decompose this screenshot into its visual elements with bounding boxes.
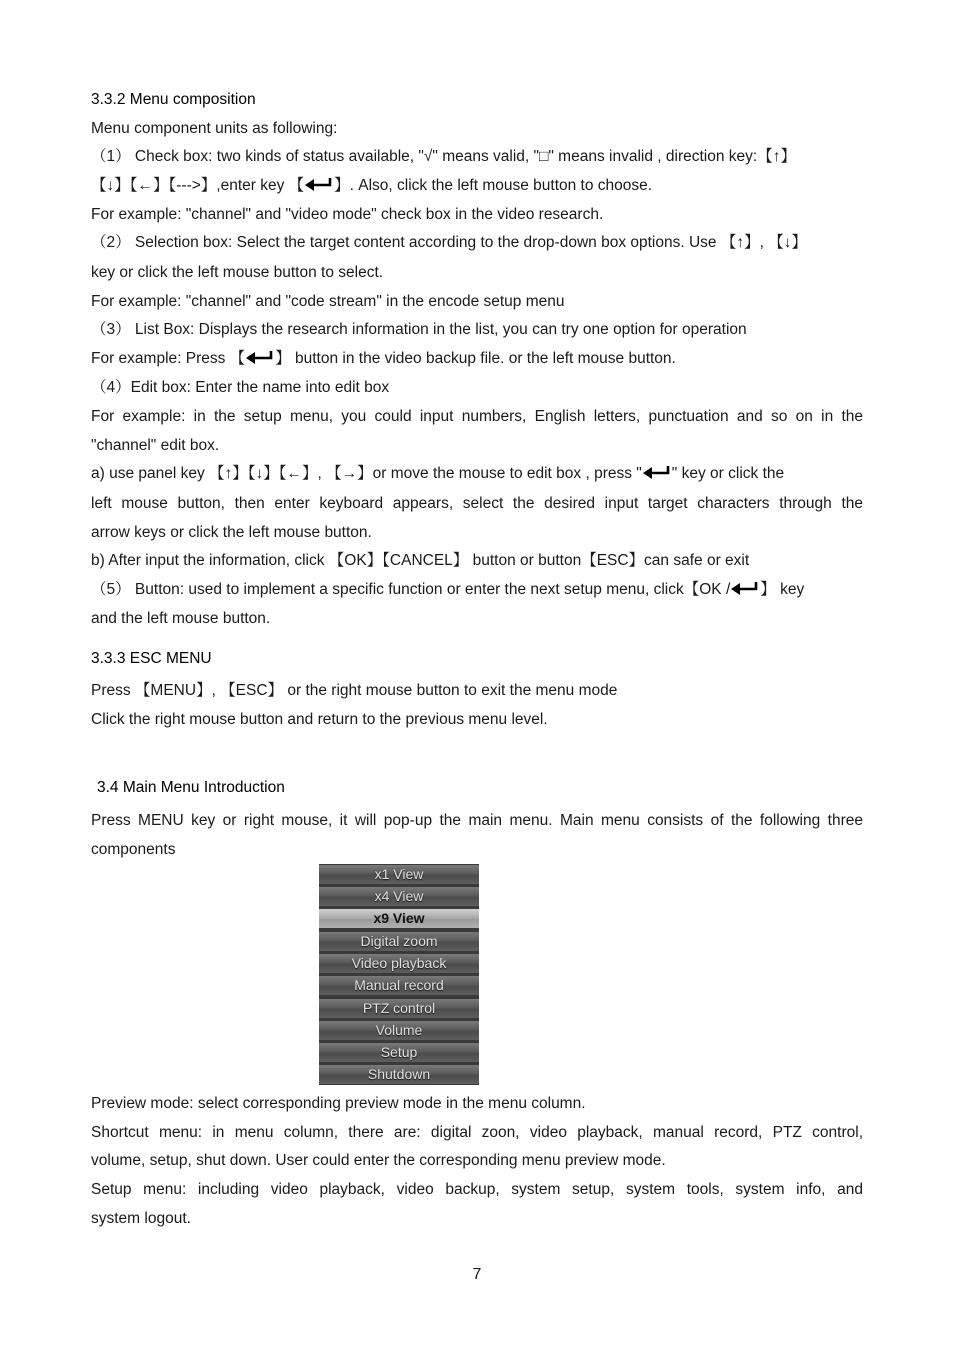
enter-key-icon [730,581,760,595]
menu-item-volume: Volume [319,1021,479,1040]
enter-key-icon [642,465,672,479]
paragraph [91,580,804,600]
paragraph: （2） Selection box: Select the target content according to the drop-down box options. Use 【↑】, 【↓】 [91,234,807,251]
paragraph: Press MENU key or right mouse, it will pop-up the main menu. Main menu consists of the following three [91,812,863,829]
paragraph: b) After input the information, click 【OK】【CANCEL】 button or button【ESC】can safe or exit [91,552,750,569]
paragraph [91,176,652,196]
paragraph: Click the right mouse button and return to the previous menu level. [91,711,548,728]
enter-key-icon [304,177,334,191]
paragraph: Shortcut menu: in menu column, there are: digital zoon, video playback, manual record, PTZ control, [91,1124,863,1141]
heading-main-menu-introduction: 3.4 Main Menu Introduction [97,779,285,796]
paragraph: （4）Edit box: Enter the name into edit box [91,379,390,396]
paragraph: system logout. [91,1210,191,1227]
enter-key-icon [245,350,275,364]
menu-item-x1-view: x1 View [319,865,479,884]
paragraph: left mouse button, then enter keyboard appears, select the desired input target characters through the [91,495,863,512]
page-number: 7 [472,1266,482,1283]
menu-item-x9-view: x9 View [319,909,479,928]
menu-item-digital-zoom: Digital zoom [319,932,479,951]
paragraph: Press 【MENU】, 【ESC】 or the right mouse button to exit the menu mode [91,682,618,699]
text: 】 key [760,581,805,598]
menu-item-shutdown: Shutdown [319,1065,479,1084]
text: " key or click the [671,465,785,482]
paragraph: （3） List Box: Displays the research information in the list, you can try one option for operation [91,321,747,338]
heading-menu-composition: 3.3.2 Menu composition [91,91,256,108]
text: （5） Button: used to implement a specific function or enter the next setup menu, click【OK / [91,581,731,598]
paragraph: components [91,841,176,858]
paragraph: For example: in the setup menu, you could input numbers, English letters, punctuation and so on in the [91,408,863,425]
paragraph [91,349,676,369]
menu-item-video-playback: Video playback [319,954,479,973]
paragraph: key or click the left mouse button to select. [91,264,384,281]
menu-item-setup: Setup [319,1043,479,1062]
paragraph: arrow keys or click the left mouse button. [91,524,372,541]
paragraph: （1） Check box: two kinds of status available, "√" means valid, "□" means invalid , direction key:【↑】 [91,148,796,165]
text: For example: Press 【 [91,350,246,367]
paragraph: Menu component units as following: [91,120,338,137]
paragraph: volume, setup, shut down. User could enter the corresponding menu preview mode. [91,1152,666,1169]
text: 【↓】【←】【--->】,enter key 【 [91,177,305,194]
paragraph [91,464,784,484]
menu-item-manual-record: Manual record [319,976,479,995]
paragraph: and the left mouse button. [91,610,271,627]
heading-esc-menu: 3.3.3 ESC MENU [91,650,212,667]
paragraph: "channel" edit box. [91,437,220,454]
text: a) use panel key 【↑】【↓】【←】, 【→】or move the mouse to edit box , press " [91,465,642,482]
menu-item-ptz-control: PTZ control [319,999,479,1018]
paragraph: Setup menu: including video playback, video backup, system setup, system tools, system info, and [91,1181,863,1198]
text: 】. Also, click the left mouse button to choose. [334,177,653,194]
paragraph: For example: "channel" and "video mode" check box in the video research. [91,206,604,223]
paragraph: Preview mode: select corresponding preview mode in the menu column. [91,1095,586,1112]
menu-item-x4-view: x4 View [319,887,479,906]
main-menu-screenshot [319,864,479,1085]
text: 】 button in the video backup file. or the left mouse button. [275,350,676,367]
paragraph: For example: "channel" and "code stream" in the encode setup menu [91,293,565,310]
